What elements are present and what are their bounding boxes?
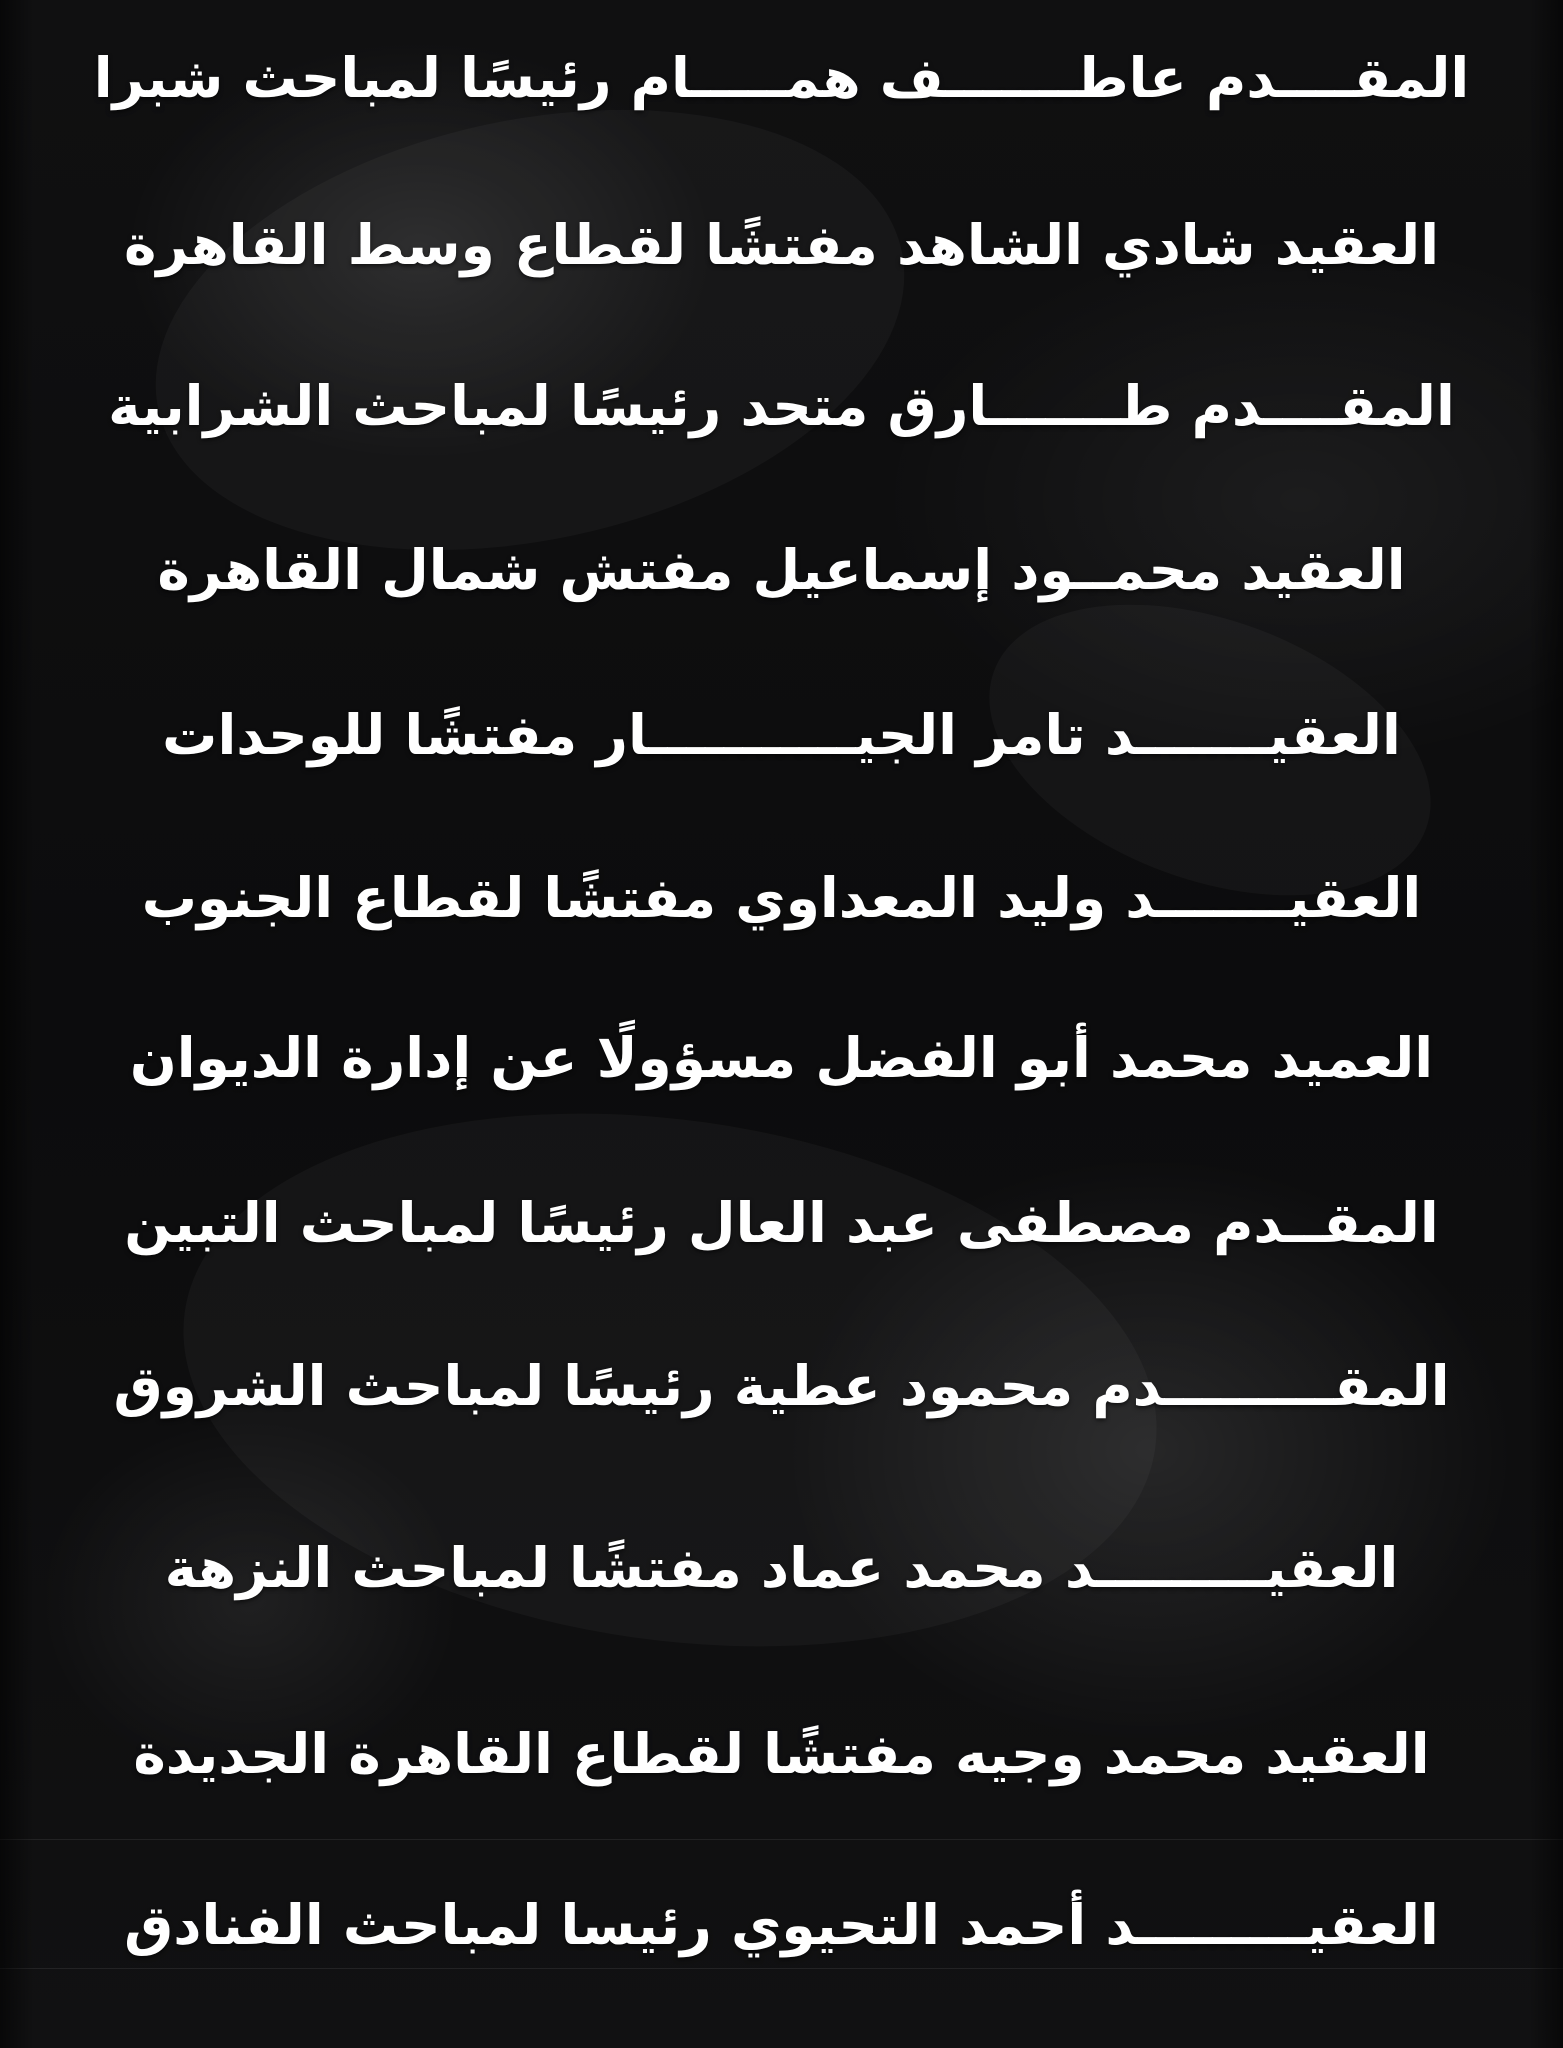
appointment-line: العقيد محمد وجيه مفتشًا لقطاع القاهرة الجديدة — [133, 1722, 1430, 1786]
appointment-line: المقــــدم طـــــــارق متحد رئيسًا لمباحث الشرابية — [108, 374, 1455, 438]
appointment-line: العميد محمد أبو الفضل مسؤولًا عن إدارة الديوان — [129, 1026, 1434, 1090]
appointment-line: المقــدم مصطفى عبد العال رئيسًا لمباحث التبين — [124, 1191, 1439, 1255]
appointment-line: المقــــدم عاطـــــــف همـــــام رئيسًا لمباحث شبرا — [93, 46, 1470, 110]
appointment-line: العقيـــــــــد أحمد التحيوي رئيسا لمباحث الفنادق — [124, 1893, 1439, 1957]
appointment-line: العقيد شادي الشاهد مفتشًا لقطاع وسط القاهرة — [123, 213, 1440, 277]
left-edge-shadow — [0, 0, 34, 2048]
appointment-line: العقيد محمــود إسماعيل مفتش شمال القاهرة — [157, 538, 1406, 602]
right-edge-shadow — [1529, 0, 1563, 2048]
appointments-list — [50, 0, 1513, 2048]
appointment-line: المقـــــــــدم محمود عطية رئيسًا لمباحث الشروق — [113, 1354, 1450, 1418]
appointment-line: العقيـــــــد تامر الجيـــــــــــار مفتشًا للوحدات — [162, 703, 1401, 767]
appointment-line: العقيـــــــــد محمد عماد مفتشًا لمباحث النزهة — [164, 1536, 1399, 1600]
appointment-line: العقيـــــــد وليد المعداوي مفتشًا لقطاع الجنوب — [141, 866, 1422, 930]
